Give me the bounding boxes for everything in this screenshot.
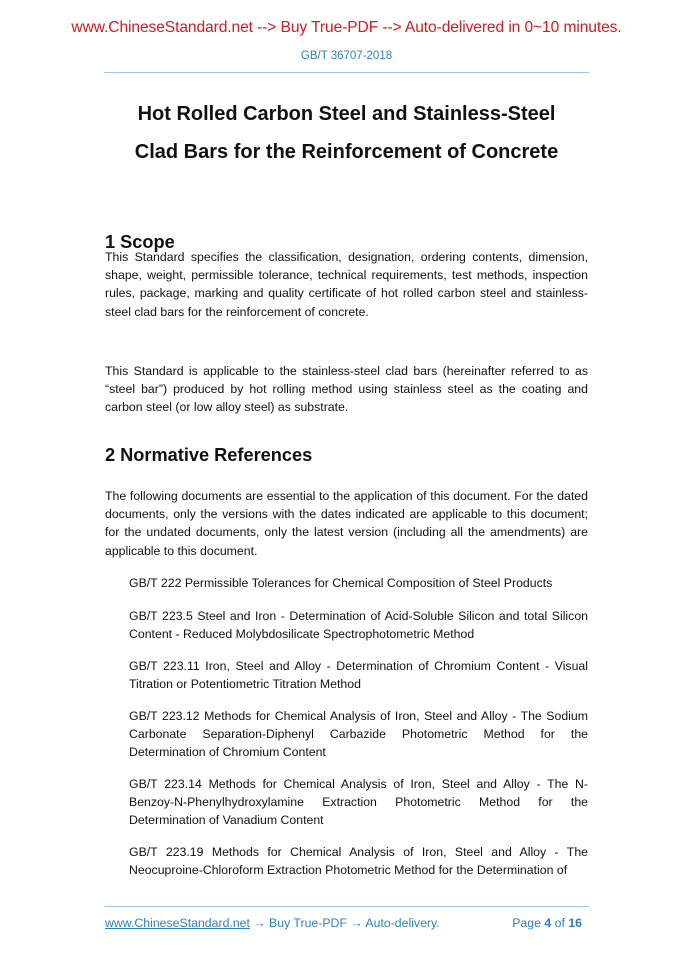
page-total: 16 (568, 916, 582, 930)
standard-number: GB/T 36707-2018 (300, 50, 393, 62)
reference-item: GB/T 223.19 Methods for Chemical Analysis of Iron, Steel and Alloy - The Neocuproine-Chloroform Extraction Photometric Method for the Determination of (129, 845, 588, 878)
section-heading-normative-references: 2 Normative References (105, 445, 313, 465)
scope-paragraph-2: This Standard is applicable to the stainless-steel clad bars (hereinafter referred to as “steel bar”) produced by hot rolling method using stainless steel as the coating and carbon steel (or low alloy steel) as substrate. (105, 364, 588, 415)
footer-website-link[interactable]: www.ChineseStandard.net (105, 916, 250, 930)
footer-rule (104, 906, 589, 907)
promo-banner: www.ChineseStandard.net --> Buy True-PDF --> Auto-delivered in 0~10 minutes. (71, 19, 622, 36)
reference-item: GB/T 223.14 Methods for Chemical Analysis of Iron, Steel and Alloy - The N-Benzoy-N-Phenylhydroxylamine Extraction Photometric Method for the Determination of Vanadium Content (129, 777, 588, 828)
reference-item: GB/T 223.11 Iron, Steel and Alloy - Determination of Chromium Content - Visual Titration or Potentiometric Titration Method (129, 659, 588, 692)
page-indicator (512, 916, 582, 930)
page-current: 4 (544, 916, 552, 930)
footer (105, 916, 588, 930)
references-intro-paragraph: The following documents are essential to the application of this document. For the dated documents, only the versions with the dates indicated are applicable to this document; for the undated documents, only the latest version (including all the amendments) are applicable to this document. (105, 489, 588, 558)
page-of: of (551, 916, 569, 930)
scope-paragraph-1: This Standard specifies the classification, designation, ordering contents, dimension, shape, weight, permissible tolerance, technical requirements, test methods, inspection rules, package, marking and quality certificate of hot rolled carbon steel and stainless-steel clad bars for the reinforcement of concrete. (105, 250, 588, 319)
section-heading-scope: 1 Scope (105, 232, 175, 252)
footer-tagline: → Buy True-PDF → Auto-delivery. (249, 916, 440, 930)
document-title-line-2: Clad Bars for the Reinforcement of Concrete (134, 141, 559, 163)
reference-item: GB/T 222 Permissible Tolerances for Chemical Composition of Steel Products (129, 576, 553, 590)
reference-item: GB/T 223.5 Steel and Iron - Determination of Acid-Soluble Silicon and total Silicon Content - Reduced Molybdosilicate Spectrophotometric Method (129, 609, 588, 642)
header-rule (104, 72, 589, 73)
document-title-line-1: Hot Rolled Carbon Steel and Stainless-Steel (137, 103, 556, 125)
page-label: Page (512, 916, 545, 930)
reference-item: GB/T 223.12 Methods for Chemical Analysis of Iron, Steel and Alloy - The Sodium Carbonate Separation-Diphenyl Carbazide Photometric Method for the Determination of Chromium Content (129, 709, 588, 760)
